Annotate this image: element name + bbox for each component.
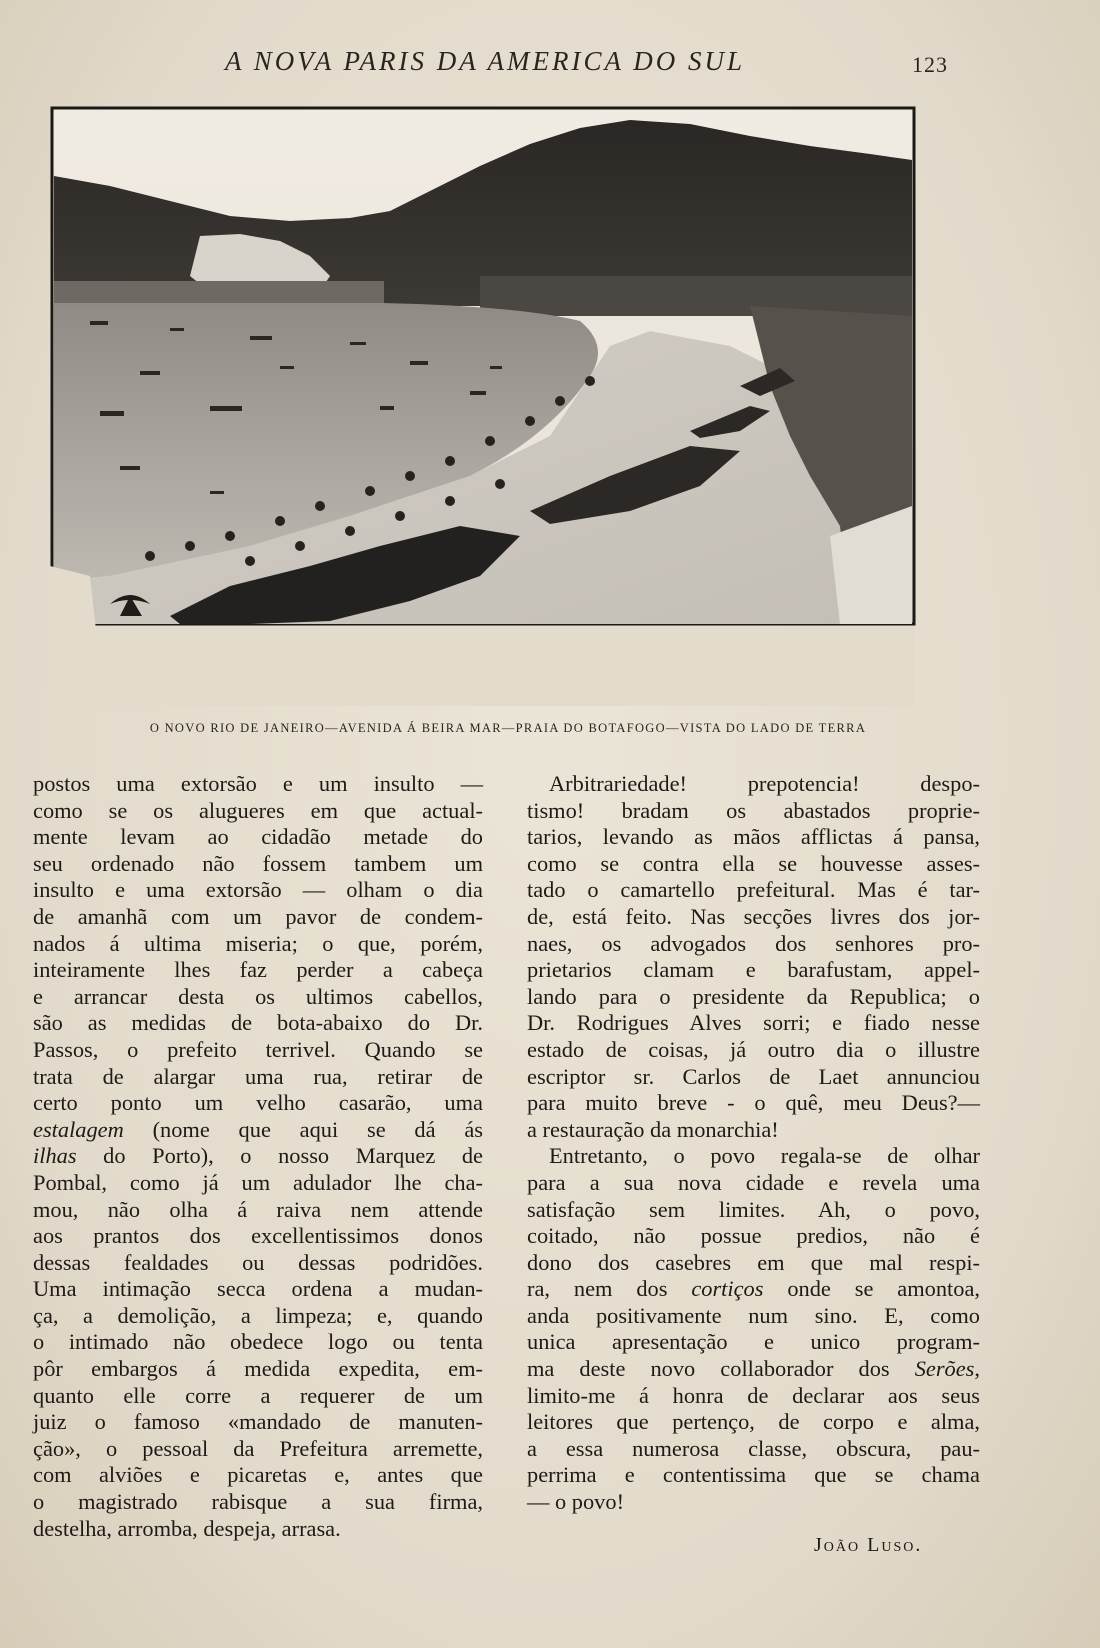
text-line: satisfação sem limites. Ah, o povo,: [527, 1196, 980, 1222]
text-line: de amanhã com um pavor de condem-: [33, 903, 483, 929]
text-fragment: ra, nem dos: [527, 1276, 692, 1302]
text-line: Pombal, como já um adulador lhe cha-: [33, 1169, 483, 1195]
text-line: quanto elle corre a requerer de um: [33, 1382, 483, 1408]
figure-caption: O NOVO RIO DE JANEIRO—AVENIDA Á BEIRA MAR—PRAIA DO BOTAFOGO—VISTA DO LADO DE TERRA: [149, 721, 867, 735]
text-line: com alviões e picaretas e, antes que: [33, 1462, 483, 1488]
text-line: pôr embargos á medida expedita, em-: [33, 1356, 483, 1382]
text-line: ção», o pessoal da Prefeitura arremette,: [33, 1435, 483, 1461]
text-line: prietarios clamam e barafustam, appel-: [527, 957, 980, 983]
text-fragment: ,: [974, 1356, 980, 1382]
left-column: [33, 771, 483, 1542]
botafogo-photograph: [50, 106, 965, 706]
text-line: coitado, não possue predios, não é: [527, 1223, 980, 1249]
text-line: seu ordenado não fossem tambem um: [33, 850, 483, 876]
text-line: juiz o famoso «mandado de manuten-: [33, 1409, 483, 1435]
text-line: naes, os advogados dos senhores pro-: [527, 930, 980, 956]
text-line: limito-me á honra de declarar aos seus: [527, 1382, 980, 1408]
italic-term: Serões: [914, 1356, 975, 1382]
text-fragment: ma deste novo collaborador dos: [527, 1356, 915, 1382]
text-line: são as medidas de bota-abaixo do Dr.: [33, 1010, 483, 1036]
text-line: inteiramente lhes faz perder a cabeça: [33, 957, 483, 983]
text-line: Dr. Rodrigues Alves sorri; e fiado nesse: [527, 1010, 980, 1036]
text-line: leitores que pertenço, de corpo e alma,: [527, 1409, 980, 1435]
italic-term: cortiços: [691, 1276, 764, 1302]
text-line: destelha, arromba, despeja, arrasa.: [33, 1515, 341, 1541]
text-line: [527, 1356, 980, 1383]
text-line: como se os alugueres em que actual-: [33, 797, 483, 823]
text-line: tarios, levando as mãos afflictas á pansa,: [527, 824, 980, 850]
text-line: unica apresentação e unico program-: [527, 1329, 980, 1355]
text-fragment: (nome que aqui se dá ás: [123, 1116, 483, 1142]
text-line: como se contra ella se houvesse asses-: [527, 850, 980, 876]
text-line: o magistrado rabisque a sua firma,: [33, 1489, 483, 1515]
text-line: Arbitrariedade! prepotencia! despo-: [549, 771, 980, 796]
text-line: ça, a demolição, a limpeza; e, quando: [33, 1302, 483, 1328]
photo-plate: [50, 106, 965, 706]
text-line: — o povo!: [527, 1489, 625, 1515]
text-line: tado o camartello prefeitural. Mas é tar-: [527, 877, 980, 903]
text-line: lando para o presidente da Republica; o: [527, 983, 980, 1009]
text-line: para muito breve - o quê, meu Deus?—: [527, 1090, 980, 1116]
running-title: A NOVA PARIS DA AMERICA DO SUL: [225, 46, 745, 76]
text-line: [33, 1117, 483, 1144]
text-fragment: do Porto), o nosso Marquez de: [76, 1143, 483, 1169]
text-line: o intimado não obedece logo ou tenta: [33, 1329, 483, 1355]
text-line: mente levam ao cidadão metade do: [33, 824, 483, 850]
text-line: mou, não olha á raiva nem attende: [33, 1196, 483, 1222]
text-line: dono dos casebres em que mal respi-: [527, 1249, 980, 1275]
text-line: insulto e uma extorsão — olham o dia: [33, 877, 483, 903]
text-line: Passos, o prefeito terrivel. Quando se: [33, 1036, 483, 1062]
author-signature: João Luso.: [814, 1534, 923, 1556]
running-head: [0, 44, 1100, 84]
right-column: [527, 771, 980, 1516]
text-line: para a sua nova cidade e revela uma: [527, 1169, 980, 1195]
text-line: trata de alargar uma rua, retirar de: [33, 1063, 483, 1089]
text-line: e arrancar desta os ultimos cabellos,: [33, 983, 483, 1009]
text-line: dessas fealdades ou dessas podridões.: [33, 1249, 483, 1275]
text-line: Uma intimação secca ordena a mudan-: [33, 1276, 483, 1302]
text-line: certo ponto um velho casarão, uma: [33, 1090, 483, 1116]
text-line: perrima e contentissima que se chama: [527, 1462, 980, 1488]
text-line: tismo! bradam os abastados proprie-: [527, 797, 980, 823]
text-line: estado de coisas, já outro dia o illustre: [527, 1036, 980, 1062]
italic-term: ilhas: [33, 1143, 77, 1169]
italic-term: estalagem: [33, 1116, 124, 1142]
text-line: escriptor sr. Carlos de Laet annunciou: [527, 1063, 980, 1089]
text-line: a restauração da monarchia!: [527, 1116, 779, 1142]
text-line: anda positivamente num sino. E, como: [527, 1302, 980, 1328]
text-line: de, está feito. Nas secções livres dos jor-: [527, 903, 980, 929]
text-line: [33, 1143, 483, 1170]
page-number: 123: [912, 52, 948, 77]
text-line: aos prantos dos excellentissimos donos: [33, 1223, 483, 1249]
text-fragment: onde se amontoa,: [763, 1276, 980, 1302]
text-line: postos uma extorsão e um insulto —: [33, 771, 483, 796]
text-line: Entretanto, o povo regala-se de olhar: [549, 1143, 980, 1169]
text-line: nados á ultima miseria; o que, porém,: [33, 930, 483, 956]
text-line: [527, 1276, 980, 1303]
text-line: a essa numerosa classe, obscura, pau-: [527, 1435, 980, 1461]
